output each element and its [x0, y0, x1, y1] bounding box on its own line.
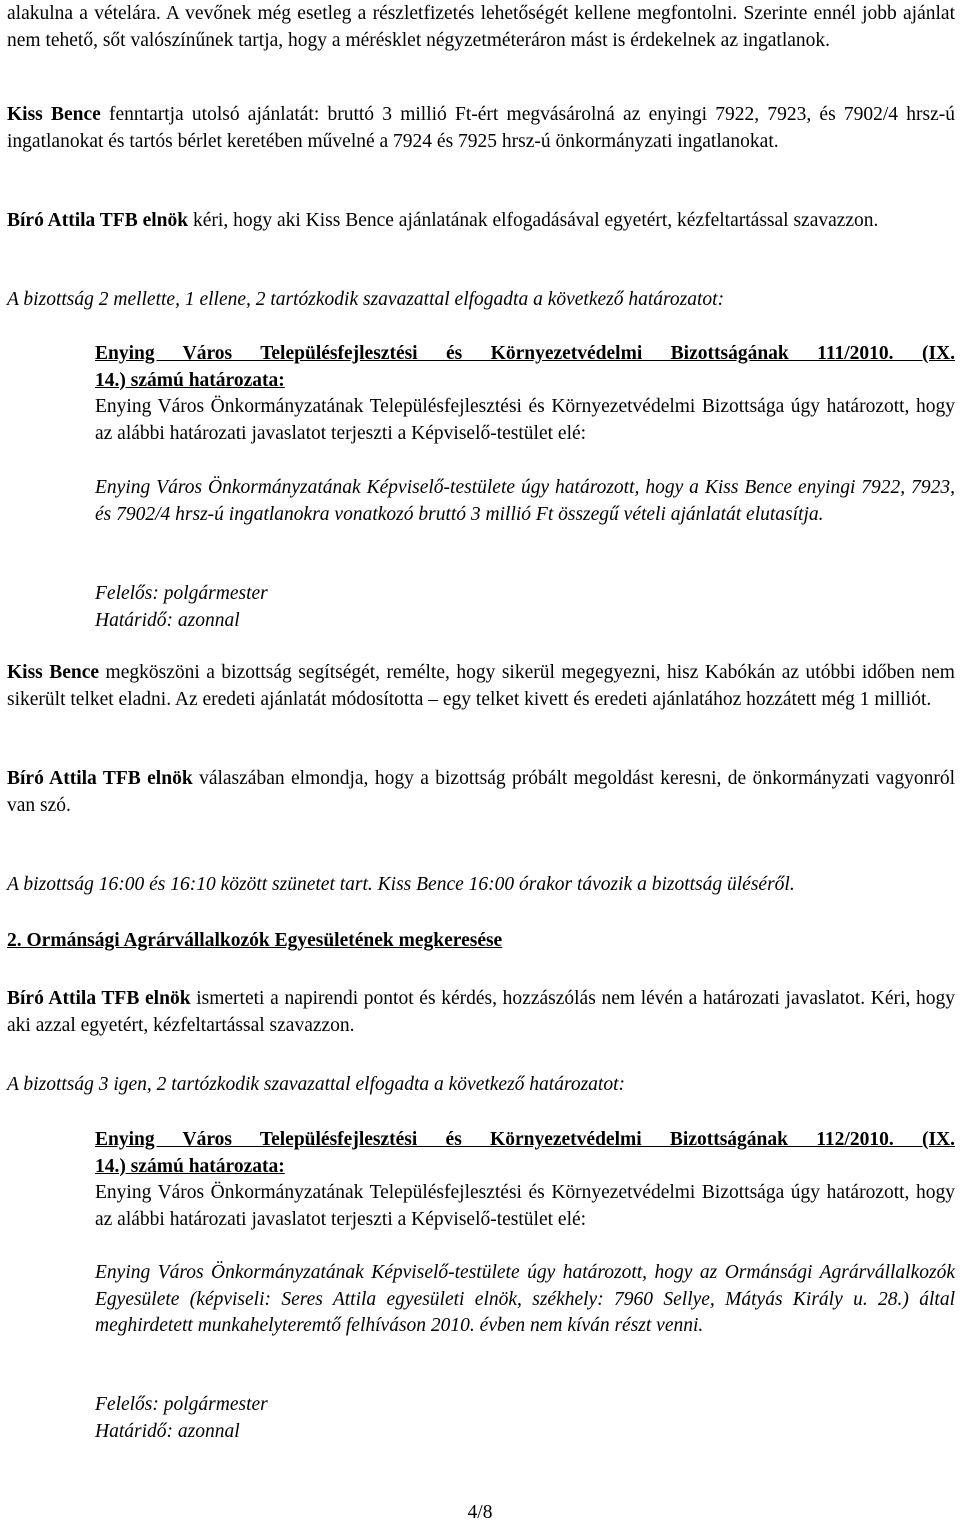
resolution-heading-line2: 14.) számú határozata:	[95, 369, 285, 391]
chair-agenda-paragraph	[7, 986, 955, 1039]
vote-result-2: A bizottság 3 igen, 2 tartózkodik szavazattal elfogadta a következő határozatot:	[7, 1074, 625, 1095]
paragraph-text: kéri, hogy aki Kiss Bence ajánlatának elfogadásával egyetért, kézfeltartással szavazzon.	[188, 210, 879, 231]
resolution-111-footer	[95, 581, 955, 634]
speaker-name: Bíró Attila TFB elnök	[7, 768, 193, 789]
resolution-heading-line1: Enying Város Településfejlesztési és Környezetvédelmi Bizottságának 112/2010. (IX.	[95, 1129, 955, 1150]
responsible-line: Felelős: polgármester	[95, 583, 268, 604]
paragraph-text: megköszöni a bizottság segítségét, remélte, hogy sikerül megegyezni, hisz Kabókán az utóbbi időben nem sikerült telket eladni. Az eredeti ajánlatát módosította – egy telket kivett és eredeti ajánlatához hozzátett még 1 milliót.	[7, 662, 955, 710]
resolution-body: Enying Város Önkormányzatának Településfejlesztési és Környezetvédelmi Bizottsága úgy határozott, hogy az alábbi határozati javaslatot terjeszti a Képviselő-testület elé:	[95, 1182, 955, 1230]
resolution-112-footer	[95, 1392, 955, 1445]
vote-result-1: A bizottság 2 mellette, 1 ellene, 2 tartózkodik szavazattal elfogadta a következő határozatot:	[7, 289, 725, 310]
chair-vote-request-paragraph	[7, 208, 955, 235]
kiss-bence-offer-paragraph	[7, 102, 955, 155]
speaker-name: Bíró Attila TFB elnök	[7, 210, 189, 231]
break-note: A bizottság 16:00 és 16:10 között szünetet tart. Kiss Bence 16:00 órakor távozik a bizottság üléséről.	[7, 874, 795, 895]
intro-paragraph: alakulna a vételára. A vevőnek még esetleg a részletfizetés lehetőségét kellene megfontolni. Szerinte ennél jobb ajánlat nem tehető, sőt valószínűnek tartja, hogy a mérésklet négyzetméteráron mást is érdekelnek az ingatlanok.	[7, 3, 955, 51]
resolution-heading-line2: 14.) számú határozata:	[95, 1155, 285, 1177]
resolution-112	[95, 1127, 955, 1233]
deadline-line: Határidő: azonnal	[95, 609, 240, 631]
page-number: 4/8	[467, 1502, 493, 1523]
speaker-name: Kiss Bence	[7, 104, 101, 125]
resolution-111-decision: Enying Város Önkormányzatának Képviselő-testülete úgy határozott, hogy a Kiss Bence enyingi 7922, 7923, és 7902/4 hrsz-ú ingatlanokra vonatkozó bruttó 3 millió Ft összegű vételi ajánlatát elutasítja.	[95, 477, 955, 525]
paragraph-text: ismerteti a napirendi pontot és kérdés, hozzászólás nem lévén a határozati javaslatot. Kéri, hogy aki azzal egyetért, kézfeltartással szavazzon.	[7, 988, 956, 1036]
paragraph-text: válaszában elmondja, hogy a bizottság próbált megoldást keresni, de önkormányzati vagyonról van szó.	[7, 768, 955, 816]
resolution-heading-line1: Enying Város Településfejlesztési és Környezetvédelmi Bizottságának 111/2010. (IX.	[95, 343, 955, 364]
kiss-bence-thanks-paragraph	[7, 660, 955, 713]
resolution-112-decision: Enying Város Önkormányzatának Képviselő-testülete úgy határozott, hogy az Ormánsági Agrárvállalkozók Egyesülete (képviseli: Seres Attila egyesületi elnök, székhely: 7960 Sellye, Mátyás Király u. 28.) által meghirdetett munkahelyteremtő felhíváson 2010. évben nem kíván részt venni.	[95, 1262, 955, 1336]
resolution-body: Enying Város Önkormányzatának Településfejlesztési és Környezetvédelmi Bizottsága úgy határozott, hogy az alábbi határozati javaslatot terjeszti a Képviselő-testület elé:	[95, 396, 955, 444]
chair-response-paragraph	[7, 766, 955, 819]
resolution-111	[95, 341, 955, 447]
deadline-line: Határidő: azonnal	[95, 1420, 240, 1442]
speaker-name: Bíró Attila TFB elnök	[7, 988, 191, 1009]
speaker-name: Kiss Bence	[7, 662, 100, 683]
paragraph-text: fenntartja utolsó ajánlatát: bruttó 3 millió Ft-ért megvásárolná az enyingi 7922, 7923, és 7902/4 hrsz-ú ingatlanokat és tartós bérlet keretében művelné a 7924 és 7925 hrsz-ú önkormányzati ingatlanokat.	[7, 104, 955, 152]
section-2-heading: 2. Ormánsági Agrárvállalkozók Egyesületének megkeresése	[7, 930, 503, 951]
responsible-line: Felelős: polgármester	[95, 1394, 268, 1415]
